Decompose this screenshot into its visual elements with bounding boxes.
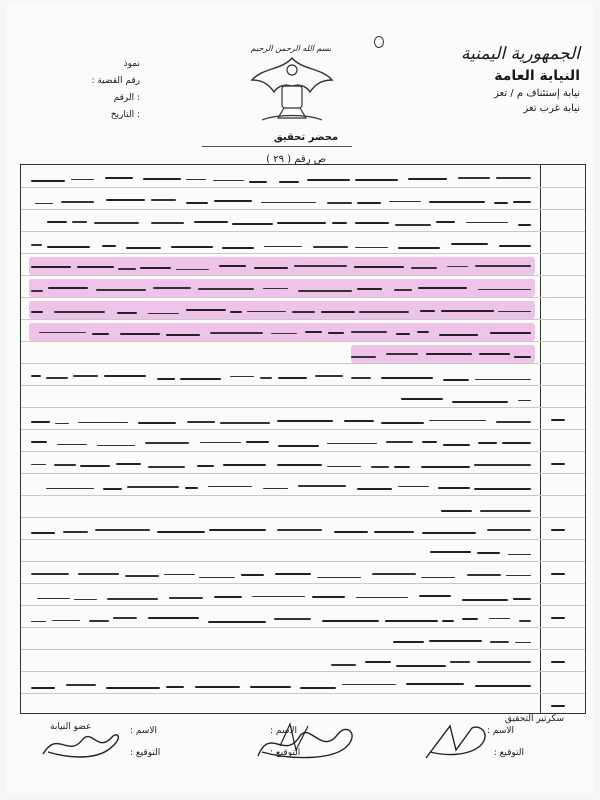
witness-name-label: الاسم :	[270, 726, 298, 736]
header-west-office: نيابة غرب تعز	[523, 103, 580, 114]
handwriting-stroke	[230, 376, 253, 378]
handwriting-stroke	[317, 577, 360, 579]
handwriting-stroke	[429, 640, 482, 642]
handwriting-stroke	[47, 246, 89, 248]
handwriting-stroke	[118, 268, 136, 270]
handwriting-stroke	[275, 573, 311, 575]
handwriting-stroke	[194, 221, 228, 223]
handwriting-stroke	[31, 573, 69, 575]
handwriting-stroke	[372, 573, 417, 575]
member-signature-label: التوقيع :	[130, 748, 161, 758]
handwriting-stroke	[443, 379, 469, 381]
secretary-title: سكرتير التحقيق	[504, 714, 564, 724]
ruled-line	[21, 209, 585, 210]
handwriting-stroke	[246, 441, 269, 443]
margin-speaker-mark	[551, 529, 565, 531]
handwriting-stroke	[106, 199, 145, 201]
handwriting-stroke	[96, 289, 146, 291]
handwriting-stroke	[31, 290, 43, 292]
ruled-line	[21, 627, 585, 628]
handwriting-stroke	[477, 552, 500, 554]
margin-speaker-mark	[551, 617, 565, 619]
handwriting-stroke	[342, 684, 396, 686]
handwriting-stroke	[356, 597, 408, 599]
handwriting-stroke	[466, 222, 508, 224]
handwriting-stroke	[74, 599, 97, 601]
handwriting-stroke	[479, 353, 509, 355]
handwriting-stroke	[322, 620, 379, 622]
handwriting-stroke	[71, 179, 94, 181]
signature-block	[20, 712, 584, 792]
handwriting-stroke	[31, 441, 47, 443]
handwriting-stroke	[292, 311, 315, 313]
handwriting-stroke	[315, 375, 343, 377]
handwriting-stroke	[478, 442, 497, 444]
handwriting-stroke	[105, 177, 133, 179]
document-page	[6, 4, 594, 794]
ruled-line	[21, 539, 585, 540]
handwriting-stroke	[126, 247, 161, 249]
handwriting-stroke	[421, 466, 469, 468]
handwriting-stroke	[490, 332, 531, 334]
handwriting-stroke	[66, 684, 97, 686]
handwriting-stroke	[145, 442, 190, 444]
handwriting-stroke	[260, 377, 272, 379]
handwriting-stroke	[478, 289, 531, 291]
handwriting-stroke	[214, 596, 242, 598]
handwriting-stroke	[94, 222, 139, 224]
handwriting-stroke	[195, 686, 241, 688]
handwriting-stroke	[398, 247, 440, 249]
handwriting-stroke	[180, 378, 221, 380]
handwriting-stroke	[499, 245, 531, 247]
handwriting-stroke	[519, 620, 531, 622]
handwriting-stroke	[477, 661, 531, 663]
handwriting-stroke	[219, 265, 246, 267]
handwriting-stroke	[514, 356, 531, 358]
handwriting-stroke	[214, 200, 252, 202]
handwriting-stroke	[143, 178, 180, 180]
ruled-line	[21, 451, 585, 452]
handwriting-stroke	[334, 531, 368, 533]
handwriting-stroke	[208, 486, 251, 488]
handwriting-stroke	[450, 661, 469, 663]
handwriting-stroke	[294, 265, 347, 267]
handwriting-stroke	[451, 243, 487, 245]
handwriting-stroke	[502, 442, 531, 444]
handwriting-stroke	[138, 422, 176, 424]
handwriting-stroke	[357, 288, 382, 290]
handwriting-stroke	[321, 311, 354, 313]
handwriting-stroke	[249, 181, 267, 183]
handwriting-stroke	[54, 311, 105, 313]
handwriting-stroke	[394, 466, 410, 468]
handwriting-stroke	[252, 596, 305, 598]
handwriting-stroke	[298, 485, 347, 487]
handwriting-stroke	[198, 288, 254, 290]
handwriting-stroke	[386, 353, 418, 355]
eagle-emblem-icon	[242, 40, 342, 130]
title-underline	[202, 146, 352, 147]
ruled-line	[21, 583, 585, 584]
secretary-name-label: الاسم :	[486, 726, 514, 736]
handwriting-stroke	[169, 597, 203, 599]
handwriting-stroke	[443, 444, 471, 446]
handwriting-stroke	[389, 201, 421, 203]
handwriting-stroke	[487, 529, 531, 531]
secretary-signature-label: التوقيع :	[493, 748, 524, 758]
handwriting-stroke	[186, 202, 208, 204]
handwriting-stroke	[331, 664, 356, 666]
handwriting-stroke	[223, 464, 266, 466]
handwriting-stroke	[277, 529, 323, 531]
record-title: محضر تحقيق	[273, 132, 339, 143]
margin-speaker-mark	[551, 419, 565, 421]
handwriting-stroke	[411, 267, 437, 269]
handwriting-stroke	[106, 687, 160, 689]
ruled-line	[21, 517, 585, 518]
handwriting-stroke	[46, 377, 68, 379]
handwriting-stroke	[157, 378, 175, 380]
handwriting-stroke	[166, 334, 199, 336]
handwriting-stroke	[518, 224, 531, 226]
handwriting-stroke	[46, 488, 94, 490]
handwriting-stroke	[208, 621, 266, 623]
handwriting-stroke	[359, 311, 408, 313]
handwriting-stroke	[518, 400, 531, 402]
handwriting-stroke	[408, 178, 447, 180]
handwriting-stroke	[327, 443, 378, 445]
handwriting-stroke	[430, 551, 470, 553]
margin-speaker-mark	[551, 573, 565, 575]
handwriting-stroke	[151, 222, 184, 224]
handwriting-stroke	[171, 246, 213, 248]
handwriting-stroke	[186, 179, 206, 181]
handwriting-stroke	[31, 464, 46, 466]
case-number-label: رقم القضية :	[91, 76, 140, 86]
handwriting-stroke	[254, 267, 288, 269]
handwriting-stroke	[277, 464, 323, 466]
handwriting-stroke	[80, 465, 110, 467]
handwriting-stroke	[78, 573, 120, 575]
handwriting-stroke	[250, 686, 291, 688]
handwriting-stroke	[312, 596, 345, 598]
handwriting-stroke	[209, 529, 266, 531]
handwriting-stroke	[474, 464, 531, 466]
handwriting-stroke	[474, 488, 531, 490]
handwriting-stroke	[176, 269, 209, 271]
witness-signature-label: التوقيع :	[270, 748, 301, 758]
handwriting-stroke	[55, 423, 69, 425]
handwriting-stroke	[401, 398, 443, 400]
handwriting-stroke	[187, 421, 215, 423]
handwriting-stroke	[398, 486, 430, 488]
page-number: ص رقم ( ٢٩ )	[266, 154, 326, 165]
handwriting-stroke	[166, 686, 184, 688]
handwriting-stroke	[327, 466, 361, 468]
handwriting-stroke	[264, 246, 301, 248]
handwriting-stroke	[52, 620, 80, 622]
handwriting-stroke	[164, 574, 195, 576]
handwriting-stroke	[151, 199, 175, 201]
handwriting-stroke	[419, 595, 451, 597]
handwriting-stroke	[422, 532, 477, 534]
handwriting-stroke	[199, 577, 235, 579]
ruled-line	[21, 429, 585, 430]
handwriting-stroke	[103, 488, 121, 490]
ruled-line	[21, 341, 585, 342]
handwriting-stroke	[261, 202, 316, 204]
handwriting-stroke	[467, 574, 501, 576]
handwriting-stroke	[222, 247, 254, 249]
ruled-line	[21, 671, 585, 672]
handwriting-stroke	[148, 466, 185, 468]
handwriting-stroke	[351, 331, 387, 333]
handwriting-stroke	[107, 598, 158, 600]
handwriting-stroke	[506, 575, 531, 577]
handwriting-stroke	[31, 244, 42, 246]
handwriting-stroke	[78, 422, 128, 424]
ruled-line	[21, 605, 585, 606]
record-frame	[20, 164, 586, 714]
handwriting-stroke	[436, 221, 456, 223]
handwriting-stroke	[230, 311, 242, 313]
handwriting-stroke	[197, 465, 215, 467]
handwriting-stroke	[496, 421, 531, 423]
handwriting-stroke	[35, 203, 53, 205]
handwriting-stroke	[475, 265, 531, 267]
handwriting-stroke	[232, 223, 273, 225]
header-appeal-office: نيابة إستئناف م / تعز	[493, 88, 580, 99]
handwriting-stroke	[426, 353, 471, 355]
handwriting-stroke	[31, 532, 55, 534]
handwriting-stroke	[421, 577, 455, 579]
handwriting-stroke	[200, 442, 241, 444]
handwriting-stroke	[462, 618, 477, 620]
handwriting-stroke	[104, 375, 146, 377]
margin-speaker-mark	[551, 463, 565, 465]
handwriting-stroke	[125, 575, 159, 577]
handwriting-stroke	[328, 332, 344, 334]
handwriting-stroke	[513, 598, 531, 600]
header-case-info	[20, 56, 140, 124]
form-code-label: نموذ	[123, 59, 140, 69]
handwriting-stroke	[116, 463, 141, 465]
handwriting-stroke	[381, 422, 424, 424]
header-authority	[430, 44, 580, 114]
handwriting-stroke	[31, 687, 55, 689]
handwriting-stroke	[351, 377, 371, 379]
ruled-line	[21, 319, 585, 320]
secretary-signature-mark	[420, 720, 500, 764]
handwriting-stroke	[396, 333, 411, 335]
ruled-line	[21, 649, 585, 650]
handwriting-stroke	[489, 618, 510, 620]
handwriting-stroke	[429, 201, 485, 203]
handwriting-stroke	[153, 287, 191, 289]
handwriting-stroke	[381, 377, 433, 379]
handwriting-stroke	[210, 332, 263, 334]
handwriting-stroke	[441, 310, 494, 312]
handwriting-stroke	[357, 488, 392, 490]
handwriting-stroke	[438, 487, 469, 489]
handwriting-stroke	[490, 641, 509, 643]
member-title: عضو النيابة	[50, 722, 92, 732]
handwriting-stroke	[371, 466, 388, 468]
handwriting-stroke	[462, 599, 508, 601]
handwriting-stroke	[458, 177, 490, 179]
handwriting-stroke	[374, 531, 415, 533]
handwriting-stroke	[92, 333, 109, 335]
handwriting-stroke	[31, 421, 50, 423]
handwriting-stroke	[31, 375, 41, 377]
handwriting-stroke	[54, 464, 76, 466]
ruled-line	[21, 495, 585, 496]
handwriting-stroke	[263, 488, 288, 490]
handwriting-stroke	[241, 574, 263, 576]
handwriting-stroke	[508, 554, 531, 556]
ruled-line	[21, 473, 585, 474]
handwriting-stroke	[385, 620, 438, 622]
handwriting-stroke	[89, 620, 109, 622]
handwriting-stroke	[102, 245, 116, 247]
ruled-line	[21, 253, 585, 254]
number-label: : الرقم	[113, 93, 140, 103]
margin-speaker-mark	[551, 661, 565, 663]
handwriting-stroke	[72, 221, 88, 223]
handwriting-stroke	[351, 356, 376, 358]
handwriting-stroke	[73, 375, 99, 377]
handwriting-stroke	[185, 487, 198, 489]
handwriting-stroke	[300, 687, 336, 689]
handwriting-stroke	[313, 246, 348, 248]
handwriting-stroke	[278, 445, 319, 447]
handwriting-stroke	[332, 222, 347, 224]
handwriting-stroke	[298, 290, 352, 292]
ruled-line	[21, 231, 585, 232]
handwriting-stroke	[157, 531, 205, 533]
handwriting-stroke	[513, 201, 531, 203]
handwriting-stroke	[394, 289, 412, 291]
handwriting-stroke	[441, 510, 472, 512]
ruled-line	[21, 187, 585, 188]
handwriting-stroke	[393, 641, 424, 643]
handwriting-stroke	[277, 222, 325, 224]
handwriting-stroke	[277, 420, 333, 422]
handwriting-stroke	[344, 420, 374, 422]
handwriting-stroke	[148, 617, 199, 619]
handwriting-stroke	[95, 529, 151, 531]
handwriting-stroke	[439, 334, 478, 336]
handwriting-stroke	[61, 201, 94, 203]
handwriting-stroke	[263, 288, 288, 290]
handwriting-stroke	[274, 618, 311, 620]
ruled-line	[21, 693, 585, 694]
ink-mark	[374, 36, 384, 48]
handwriting-stroke	[307, 179, 350, 181]
handwriting-stroke	[31, 266, 71, 268]
handwriting-stroke	[113, 617, 136, 619]
date-label: : التاريخ	[110, 110, 140, 120]
handwriting-stroke	[57, 444, 87, 446]
ruled-line	[21, 363, 585, 364]
ruled-line	[21, 561, 585, 562]
handwriting-stroke	[475, 685, 531, 687]
handwriting-stroke	[327, 202, 351, 204]
handwriting-stroke	[213, 180, 244, 182]
witness-signature-mark	[250, 716, 370, 766]
ruled-line	[21, 407, 585, 408]
handwriting-stroke	[515, 642, 531, 644]
handwriting-stroke	[452, 401, 508, 403]
ruled-line	[21, 275, 585, 276]
handwriting-stroke	[120, 333, 160, 335]
handwriting-stroke	[355, 179, 397, 181]
handwriting-stroke	[37, 598, 70, 600]
handwriting-stroke	[496, 177, 531, 179]
handwriting-stroke	[396, 665, 446, 667]
handwriting-stroke	[97, 445, 135, 447]
handwriting-stroke	[47, 221, 68, 223]
handwriting-stroke	[429, 420, 486, 422]
handwriting-stroke	[475, 379, 531, 381]
handwriting-stroke	[480, 510, 531, 512]
handwriting-stroke	[406, 683, 463, 685]
margin-rule	[540, 165, 541, 713]
margin-speaker-mark	[551, 705, 565, 707]
handwriting-stroke	[494, 202, 508, 204]
handwriting-stroke	[365, 661, 391, 663]
header-republic: الجمهورية اليمنية	[460, 44, 580, 64]
handwriting-stroke	[355, 222, 390, 224]
basmala: بسم الله الرحمن الرحيم	[250, 44, 332, 53]
handwriting-stroke	[140, 267, 171, 269]
handwriting-stroke	[386, 441, 413, 443]
handwriting-stroke	[220, 422, 270, 424]
member-name-label: الاسم :	[130, 726, 158, 736]
handwriting-stroke	[31, 180, 65, 182]
handwriting-stroke	[31, 621, 46, 623]
handwriting-stroke	[127, 486, 179, 488]
handwriting-stroke	[355, 247, 388, 249]
handwriting-stroke	[63, 531, 88, 533]
ruled-line	[21, 385, 585, 386]
handwriting-stroke	[422, 441, 437, 443]
handwriting-stroke	[279, 181, 299, 183]
handwriting-stroke	[395, 224, 432, 226]
handwriting-stroke	[442, 620, 455, 622]
header-prosecution: النيابة العامة	[494, 68, 580, 84]
member-signature-mark	[38, 724, 128, 764]
ruled-line	[21, 297, 585, 298]
handwriting-stroke	[278, 377, 307, 379]
handwriting-stroke	[357, 202, 381, 204]
